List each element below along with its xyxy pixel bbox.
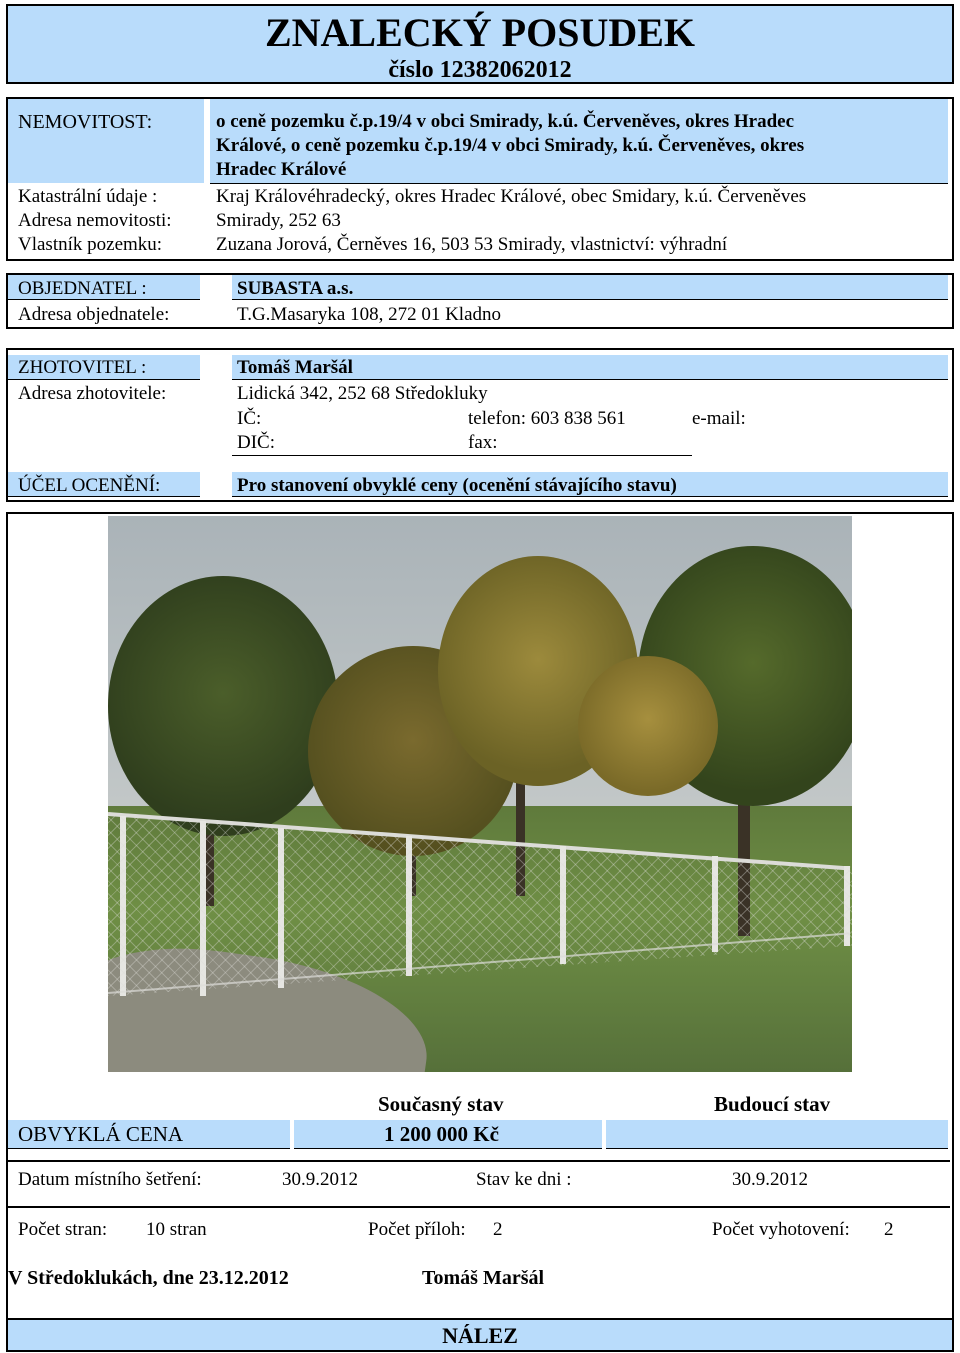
contractor-dic-label: DIČ: bbox=[237, 432, 275, 453]
contractor-label: ZHOTOVITEL : bbox=[18, 357, 147, 378]
pages-value: 10 stran bbox=[146, 1219, 207, 1240]
tree-canopy bbox=[108, 576, 338, 836]
attachments-label: Počet příloh: bbox=[368, 1219, 466, 1240]
client-address-value: T.G.Masaryka 108, 272 01 Kladno bbox=[237, 304, 502, 325]
price-divider bbox=[8, 1160, 950, 1162]
property-photo bbox=[108, 516, 852, 1072]
state-date-value: 30.9.2012 bbox=[732, 1169, 808, 1190]
document-number: číslo 12382062012 bbox=[388, 57, 572, 83]
property-address-value: Smirady, 252 63 bbox=[216, 210, 341, 231]
property-label: NEMOVITOST: bbox=[18, 111, 153, 133]
contractor-address-label: Adresa zhotovitele: bbox=[18, 383, 167, 404]
client-label: OBJEDNATEL : bbox=[18, 278, 147, 299]
title-box bbox=[6, 4, 954, 84]
price-current-value: 1 200 000 Kč bbox=[384, 1122, 499, 1146]
finding-heading: NÁLEZ bbox=[442, 1323, 518, 1348]
dates-divider bbox=[8, 1206, 950, 1208]
client-address-label: Adresa objednatele: bbox=[18, 304, 170, 325]
property-line-1: o ceně pozemku č.p.19/4 v obci Smirady, k.ú. Červeněves, okres Hradec bbox=[216, 111, 795, 132]
inspection-date-label: Datum místního šetření: bbox=[18, 1169, 202, 1190]
author-name: Tomáš Maršál bbox=[422, 1267, 545, 1289]
state-date-label: Stav ke dni : bbox=[476, 1169, 572, 1190]
property-line-2: Králové, o ceně pozemku č.p.19/4 v obci Smirady, k.ú. Červeněves, okres bbox=[216, 135, 805, 156]
owner-label: Vlastník pozemku: bbox=[18, 234, 163, 255]
finding-bar bbox=[6, 1318, 954, 1352]
property-address-label: Adresa nemovitosti: bbox=[18, 210, 172, 231]
owner-value: Zuzana Jorová, Černěves 16, 503 53 Smirady, vlastnictví: výhradní bbox=[216, 234, 728, 255]
future-state-header: Budoucí stav bbox=[714, 1092, 831, 1116]
contractor-ic-label: IČ: bbox=[237, 408, 262, 429]
contractor-phone: telefon: 603 838 561 bbox=[468, 408, 626, 429]
copies-value: 2 bbox=[884, 1219, 894, 1240]
cadastral-label: Katastrální údaje : bbox=[18, 186, 158, 207]
price-future-cell bbox=[606, 1120, 948, 1149]
contractor-email-label: e-mail: bbox=[692, 408, 746, 429]
contractor-address-value: Lidická 342, 252 68 Středokluky bbox=[237, 383, 488, 404]
document-title: ZNALECKÝ POSUDEK bbox=[264, 10, 696, 55]
cadastral-value: Kraj Královéhradecký, okres Hradec Králové, obec Smidary, k.ú. Červeněves bbox=[216, 186, 807, 207]
price-label: OBVYKLÁ CENA bbox=[18, 1122, 184, 1146]
property-line-3: Hradec Králové bbox=[216, 159, 347, 180]
inspection-date-value: 30.9.2012 bbox=[282, 1169, 358, 1190]
attachments-value: 2 bbox=[493, 1219, 503, 1240]
contractor-fax-label: fax: bbox=[468, 432, 498, 453]
tree-canopy bbox=[578, 656, 718, 796]
pages-label: Počet stran: bbox=[18, 1219, 108, 1240]
current-state-header: Současný stav bbox=[378, 1092, 504, 1116]
purpose-label: ÚČEL OCENĚNÍ: bbox=[18, 475, 161, 496]
purpose-value: Pro stanovení obvyklé ceny (ocenění stávajícího stavu) bbox=[237, 475, 677, 496]
copies-label: Počet vyhotovení: bbox=[712, 1219, 850, 1240]
place-and-date: V Středoklukách, dne 23.12.2012 bbox=[8, 1267, 289, 1289]
client-name: SUBASTA a.s. bbox=[237, 278, 354, 299]
contractor-divider bbox=[232, 455, 692, 456]
contractor-name: Tomáš Maršál bbox=[237, 357, 353, 378]
